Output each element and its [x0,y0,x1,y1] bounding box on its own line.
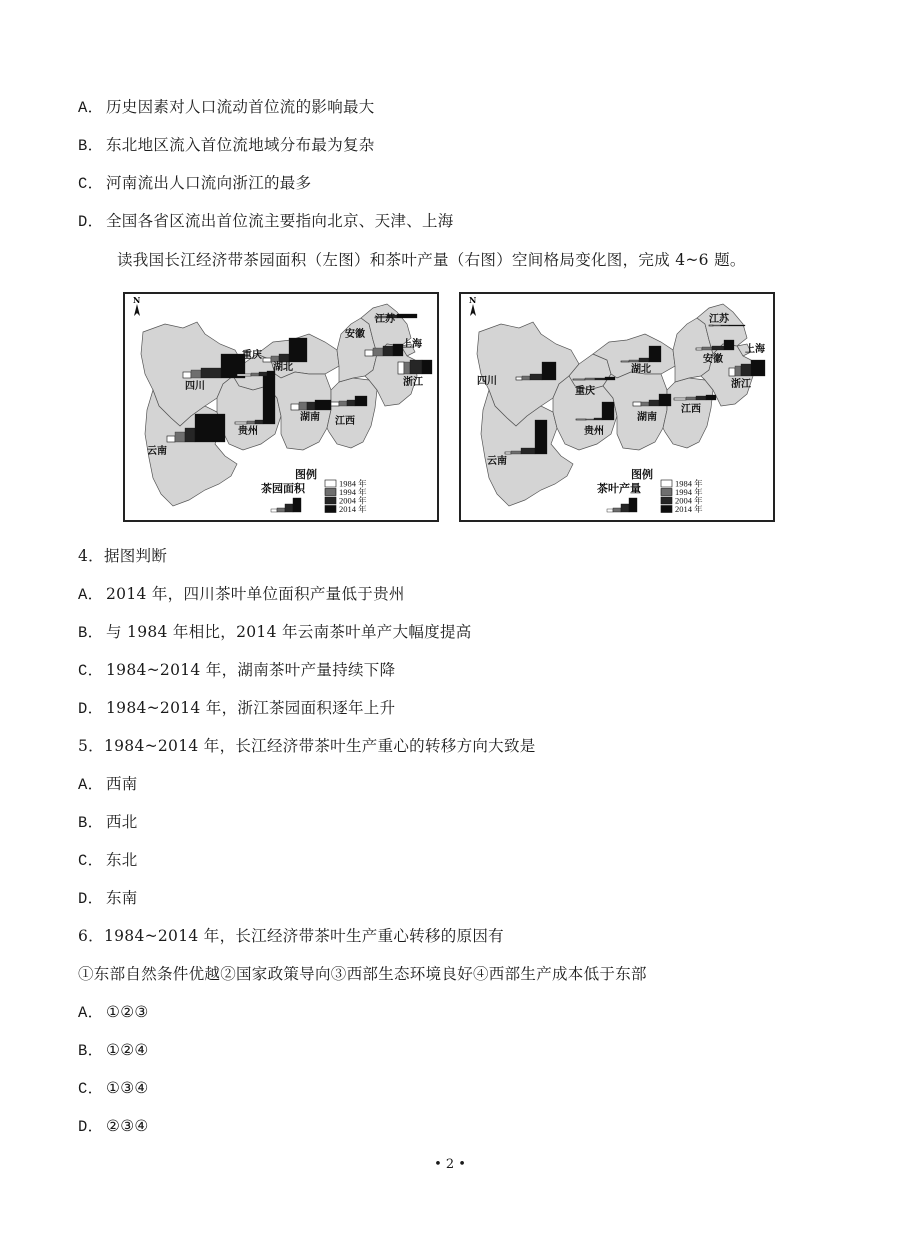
bar-安徽-1 [373,348,383,356]
bar-江苏-3 [729,325,745,326]
bar-湖北-3 [289,338,307,362]
map-svg-right [461,294,773,520]
bar-湖北-2 [639,358,649,362]
bar-云南-3 [195,414,225,442]
tea-production-map [459,292,775,522]
option-text: 1984~2014 年，浙江茶园面积逐年上升 [106,699,396,717]
bar-云南-0 [167,436,175,442]
province-label: 上海 [402,339,422,350]
option-text: 西北 [106,813,138,831]
legend-year-label: 1984 年 [675,478,703,489]
bar-浙江-2 [741,364,751,376]
province-label: 浙江 [403,377,423,388]
province-label: 四川 [477,376,497,387]
bar-贵州-1 [586,419,594,420]
province-label: 贵州 [584,426,604,437]
map-legend [597,467,703,514]
province-label: 重庆 [242,350,262,361]
bar-云南-3 [535,420,547,454]
map-legend [261,467,367,514]
legend-swatch-1 [661,489,672,496]
legend-year-label: 2004 年 [339,495,367,506]
bar-湖南-3 [659,394,671,406]
option-text: 东北地区流入首位流地域分布最为复杂 [106,136,375,154]
q5-option-b [78,812,138,833]
bar-江苏-1 [713,325,721,326]
bar-江苏-3 [397,314,417,318]
province-shapes [141,304,417,506]
legend-caption: 茶园面积 [261,482,305,495]
option-letter: D． [78,700,104,718]
q5-option-d [78,888,138,909]
bar-贵州-2 [594,418,602,420]
legend-swatch-3 [661,506,672,513]
q3-option-a [78,97,375,118]
province-label: 江西 [335,416,355,427]
bar-江西-2 [347,400,355,406]
bar-四川-2 [201,368,221,378]
province-label: 江苏 [375,314,395,325]
legend-sample-bar-1 [613,508,621,512]
legend-sample-bar-3 [629,498,637,512]
tea-garden-area-map [123,292,439,522]
legend-sample-bar-0 [607,509,613,512]
province-label: 云南 [487,456,507,467]
option-letter: D． [78,890,104,908]
province-label: 云南 [147,446,167,457]
bar-浙江-1 [404,362,410,374]
bar-云南-2 [521,448,535,454]
bar-湖南-0 [633,402,641,406]
bar-江西-3 [706,395,716,400]
north-label: N [469,295,477,305]
option-text: 与 1984 年相比，2014 年云南茶叶单产大幅度提高 [106,623,472,641]
legend-swatch-0 [325,480,336,487]
province-label: 湖北 [273,362,293,373]
bar-云南-2 [185,428,195,442]
province-label: 四川 [185,381,205,392]
option-text: 东南 [106,889,138,907]
bar-云南-1 [511,451,521,454]
option-text: 2014 年，四川茶叶单位面积产量低于贵州 [106,585,405,603]
option-text: ①②③ [106,1003,149,1021]
bar-四川-1 [191,370,201,378]
legend-year-label: 1984 年 [339,478,367,489]
bar-江西-1 [686,397,696,400]
bar-四川-1 [522,376,530,380]
bar-重庆-0 [573,379,585,380]
bar-云南-0 [505,452,511,454]
option-text: 1984~2014 年，湖南茶叶产量持续下降 [106,661,396,679]
bar-四川-0 [183,372,191,378]
q3-option-d [78,211,454,232]
province-label: 湖北 [631,364,651,375]
province-label: 贵州 [238,426,258,437]
bar-重庆-2 [595,378,605,380]
bar-江西-2 [696,396,706,400]
bar-重庆-1 [585,378,595,380]
q4-option-c [78,660,395,681]
bar-江西-0 [331,402,339,406]
bar-四川-2 [530,374,542,380]
bar-安徽-0 [696,348,702,350]
bar-江西-3 [355,396,367,406]
province-label: 江苏 [709,314,729,325]
q4-option-d [78,698,395,719]
bar-安徽-1 [702,347,712,350]
q4-option-a [78,584,405,605]
province-label: 安徽 [345,329,365,340]
page-number: • 2 • [434,1157,466,1172]
option-text: ①②④ [106,1041,149,1059]
bar-湖北-0 [621,361,629,362]
bar-江苏-2 [721,325,729,326]
q6-statements: ①东部自然条件优越②国家政策导向③西部生态环境良好④西部生产成本低于东部 [78,965,647,983]
option-text: 全国各省区流出首位流主要指向北京、天津、上海 [106,212,454,230]
option-text: 东北 [106,851,138,869]
bar-江苏-0 [709,325,713,326]
reading-intro: 读我国长江经济带茶园面积（左图）和茶叶产量（右图）空间格局变化图，完成 4~6 题。 [117,251,746,269]
north-arrow-icon [133,295,140,316]
bar-贵州-0 [576,419,586,420]
legend-swatch-3 [325,506,336,513]
q5-option-c [78,850,138,871]
bar-四川-0 [516,377,522,380]
option-letter: B． [78,814,104,832]
q4-stem: 4．据图判断 [78,547,168,565]
option-letter: B． [78,137,104,155]
bar-湖南-3 [315,400,331,410]
legend-sample-bar-2 [285,504,293,512]
bar-湖南-0 [291,404,299,410]
bar-安徽-3 [724,340,734,350]
bar-浙江-0 [729,368,735,376]
bar-贵州-2 [255,420,263,424]
bar-浙江-2 [410,360,422,374]
option-text: 河南流出人口流向浙江的最多 [106,174,312,192]
legend-swatch-2 [325,497,336,504]
bar-贵州-0 [235,422,247,424]
bar-湖南-2 [649,400,659,406]
map-svg-left [125,294,437,520]
legend-sample-bar-1 [277,508,285,512]
legend-year-label: 1994 年 [675,487,703,497]
q6-option-b [78,1040,149,1061]
bar-湖北-1 [629,360,639,362]
bar-湖北-2 [279,354,289,362]
option-letter: A． [78,586,104,604]
bar-江西-1 [339,401,347,406]
bar-重庆-0 [237,374,251,376]
option-text: ①③④ [106,1079,149,1097]
q6-stem: 6．1984~2014 年，长江经济带茶叶生产重心转移的原因有 [78,927,504,945]
province-label: 江西 [681,404,701,415]
bar-安徽-0 [365,350,373,356]
bar-重庆-2 [259,372,267,376]
province-江西 [327,378,377,448]
bar-江西-0 [674,398,686,400]
option-letter: C． [78,175,104,193]
province-label: 重庆 [575,386,595,397]
bar-贵州-1 [247,421,255,424]
bar-云南-1 [175,432,185,442]
option-letter: A． [78,99,104,117]
bar-湖南-2 [307,402,315,410]
bar-安徽-2 [712,346,724,350]
province-label: 上海 [745,344,765,355]
legend-caption: 茶叶产量 [597,482,641,495]
option-letter: B． [78,624,104,642]
option-letter: D． [78,213,104,231]
bar-重庆-1 [251,373,259,376]
bar-安徽-2 [383,346,393,356]
bar-浙江-3 [422,360,432,374]
q3-option-b [78,135,375,156]
option-letter: C． [78,852,104,870]
q6-option-c [78,1078,149,1099]
legend-year-label: 1994 年 [339,487,367,497]
bar-浙江-3 [751,360,765,376]
bar-四川-3 [542,362,556,380]
province-label: 湖南 [300,412,320,423]
bar-湖南-1 [641,402,649,406]
north-arrow-icon [469,295,476,316]
bar-贵州-3 [602,402,614,420]
q5-stem: 5．1984~2014 年，长江经济带茶叶生产重心的转移方向大致是 [78,737,536,755]
bar-浙江-1 [735,366,741,376]
option-letter: C． [78,662,104,680]
province-shapes [477,304,753,506]
option-text: ②③④ [106,1117,149,1135]
q6-option-d [78,1116,149,1137]
option-letter: A． [78,776,104,794]
province-label: 浙江 [731,379,751,390]
legend-sample-bar-0 [271,509,277,512]
bar-重庆-3 [605,377,615,380]
bar-湖北-0 [263,358,271,362]
legend-swatch-0 [661,480,672,487]
bar-贵州-3 [263,376,275,424]
legend-year-label: 2004 年 [675,495,703,506]
q3-option-c [78,173,311,194]
legend-title: 图例 [631,468,653,481]
legend-swatch-2 [661,497,672,504]
province-label: 湖南 [637,412,657,423]
option-letter: A． [78,1004,104,1022]
option-text: 历史因素对人口流动首位流的影响最大 [106,98,375,116]
legend-year-label: 2014 年 [675,504,703,514]
legend-sample-bar-2 [621,504,629,512]
option-letter: B． [78,1042,104,1060]
north-label: N [133,295,141,305]
option-letter: D． [78,1118,104,1136]
option-text: 西南 [106,775,138,793]
legend-sample-bar-3 [293,498,301,512]
bar-湖南-1 [299,402,307,410]
q5-option-a [78,774,138,795]
province-label: 安徽 [703,354,723,365]
bar-湖北-3 [649,346,661,362]
q6-option-a [78,1002,149,1023]
bar-浙江-0 [398,362,404,374]
option-letter: C． [78,1080,104,1098]
q4-option-b [78,622,472,643]
legend-swatch-1 [325,489,336,496]
legend-year-label: 2014 年 [339,504,367,514]
legend-title: 图例 [295,468,317,481]
